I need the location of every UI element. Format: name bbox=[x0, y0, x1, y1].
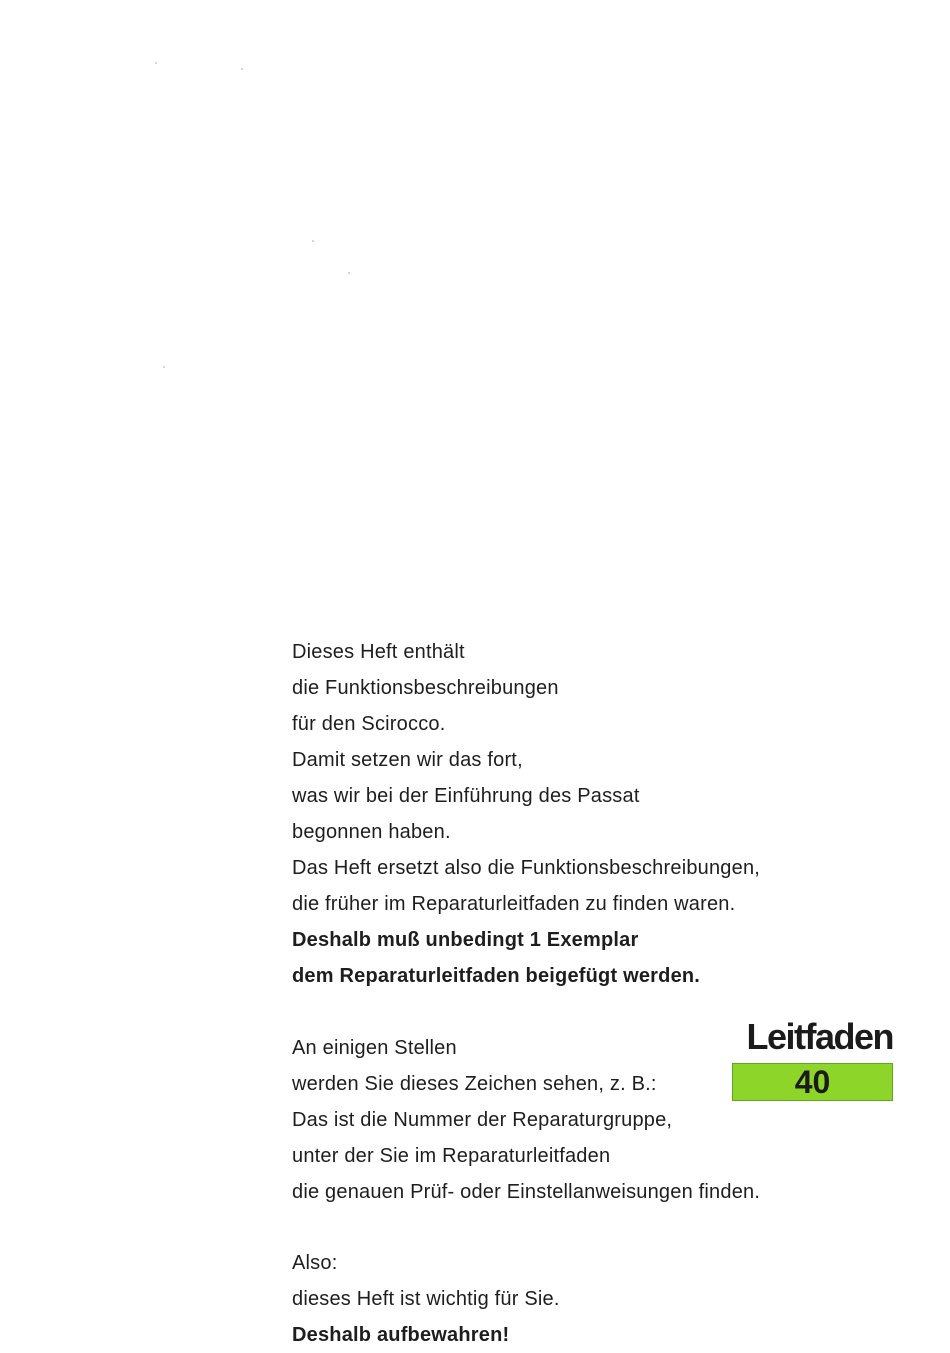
intro-paragraph bbox=[292, 634, 760, 994]
leitfaden-sign bbox=[730, 1014, 893, 1101]
text-line: Dieses Heft enthält bbox=[292, 641, 465, 663]
text-line: was wir bei der Einführung des Passat bbox=[292, 785, 640, 807]
text-line: dieses Heft ist wichtig für Sie. bbox=[292, 1288, 560, 1310]
bold-text-line: Deshalb muß unbedingt 1 Exemplar bbox=[292, 929, 639, 951]
text-line: Das ist die Nummer der Reparaturgruppe, bbox=[292, 1109, 673, 1131]
bold-text-line: dem Reparaturleitfaden beigefügt werden. bbox=[292, 965, 701, 987]
paper-speck bbox=[155, 62, 157, 64]
text-line: Das Heft ersetzt also die Funktionsbeschreibungen, bbox=[292, 857, 761, 879]
text-line: An einigen Stellen bbox=[292, 1037, 457, 1059]
text-line: Also: bbox=[292, 1252, 338, 1274]
text-line: die genauen Prüf- oder Einstellanweisungen finden. bbox=[292, 1181, 761, 1203]
repair-group-number: 40 bbox=[732, 1063, 893, 1101]
leitfaden-title: Leitfaden bbox=[746, 1016, 893, 1057]
paper-speck bbox=[241, 68, 243, 70]
text-line: die Funktionsbeschreibungen bbox=[292, 677, 559, 699]
closing-paragraph bbox=[292, 1245, 560, 1353]
paper-speck bbox=[163, 366, 165, 368]
text-line: begonnen haben. bbox=[292, 821, 451, 843]
text-line: die früher im Reparaturleitfaden zu finden waren. bbox=[292, 893, 736, 915]
text-line: für den Scirocco. bbox=[292, 713, 446, 735]
paper-speck bbox=[348, 272, 350, 274]
text-line: Damit setzen wir das fort, bbox=[292, 749, 523, 771]
text-line: werden Sie dieses Zeichen sehen, z. B.: bbox=[292, 1073, 657, 1095]
paper-speck bbox=[312, 240, 314, 242]
text-line: unter der Sie im Reparaturleitfaden bbox=[292, 1145, 611, 1167]
bold-text-line: Deshalb aufbewahren! bbox=[292, 1324, 510, 1346]
marker-paragraph bbox=[292, 1030, 760, 1210]
